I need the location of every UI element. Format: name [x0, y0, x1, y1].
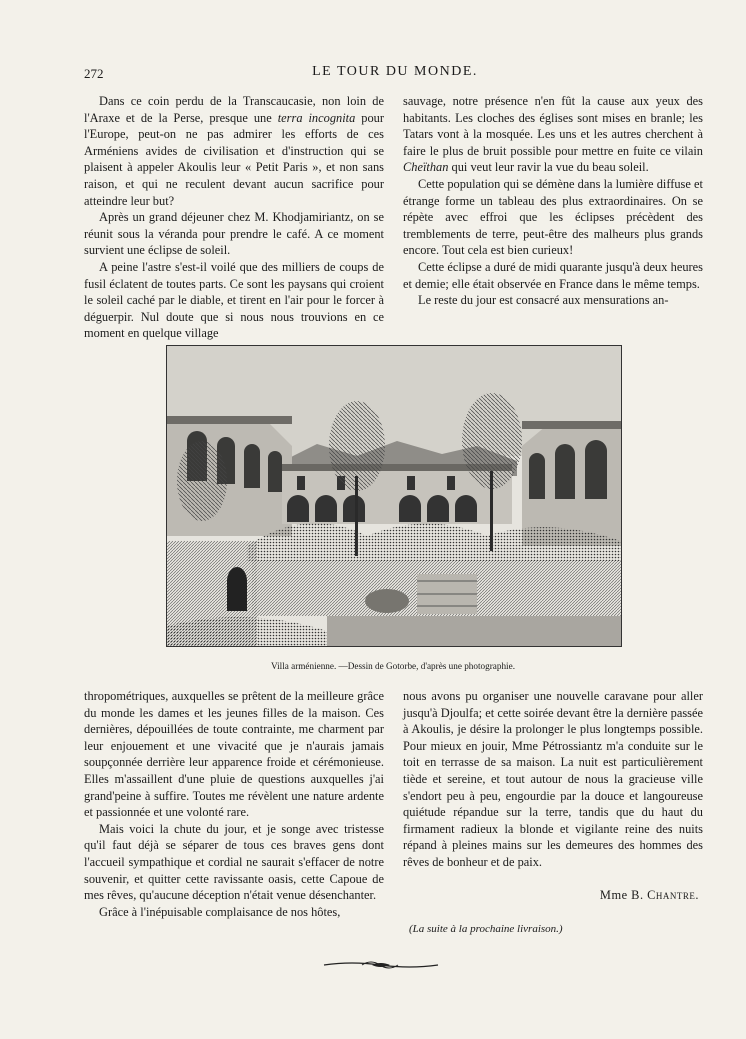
column-bottom-right — [403, 688, 703, 938]
paragraph: Cette population qui se démène dans la lumière diffuse et étrange forme un tableau des plus extraordinaires. On se répète avec effroi que les éclipses précèdent des tremblements de terre, peut-être des malheurs plus grands encore. Tout cela est bien curieux! — [403, 176, 703, 258]
figure-caption: Villa arménienne. —Dessin de Gotorbe, d'après une photographie. — [271, 661, 515, 671]
end-ornament-icon — [322, 959, 440, 971]
paragraph: Dans ce coin perdu de la Transcaucasie, non loin de l'Araxe et de la Perse, presque une terra incognita pour l'Europe, peut-on ne pas admirer les efforts de ces Arméniens avides de civilisation et d'instruction qui se plaisent à appeler Akoulis leur « Petit Paris », et non sans raison, et qui ne reculent devant aucun sacrifice pour atteindre leur but? — [84, 94, 385, 208]
paragraph: Après un grand déjeuner chez M. Khodjamiriantz, on se réunit sous la véranda pour prendre le café. A ce moment survient une éclipse de soleil. — [84, 210, 384, 258]
emphasis: Cheïthan — [403, 160, 449, 175]
page-number: 272 — [84, 66, 104, 81]
paragraph: nous avons pu organiser une nouvelle caravane pour aller jusqu'à Djoulfa; et cette soirée devant être la dernière passée à Akoulis, je désire la prolonger le plus longtemps possible. Pour mieux en jouir, Mme Pétrossiantz m'a conduite sur le toit en terrasse de sa maison. La nuit est particulièrement tiède et sereine, et tout autour de nous la gracieuse ville s'endort peu à peu, engourdie par la douce et langoureuse quiétude répandue sur la terre, tandis que du haut du firmament radieux la blonde et vigilante reine des nuits répand à pleines mains sur les demeures des hommes des rêves de bonheur et de paix. — [403, 689, 703, 869]
paragraph: sauvage, notre présence n'en fût la cause aux yeux des habitants. Les cloches des églises sont mises en branle; les Tatars vont à la mosquée. Les uns et les autres cherchent à faire le plus de bruit possible pour mettre en fuite ce vilain Cheïthan qui veut leur ravir la vue du beau soleil. — [403, 94, 703, 175]
paragraph: thropométriques, auxquelles se prêtent de la meilleure grâce du monde les dames et les jeunes filles de la maison. Ces dernières, dépouillées de toute contrainte, me charment par leur enjouement et une vivacité que je n'aurais jamais soupçonnée derrière leur apparence froide et cérémonieuse. Elles m'assaillent d'une pluie de questions auxquelles j'ai grand'peine à suffire. Toutes me révèlent une nature ardente et passionnée et une volonté rare. — [84, 689, 384, 820]
author-signature: Mme B. Chantre. — [599, 887, 699, 902]
column-top-left — [84, 93, 384, 342]
emphasis: terra incognita — [277, 110, 356, 125]
column-top-right — [403, 93, 703, 309]
paragraph: Mais voici la chute du jour, et je songe avec tristesse qu'il faut déjà se séparer de tous ces braves gens dont l'accueil sympathique et cordial ne saurait s'effacer de notre souvenir, et quitter cette ravissante oasis, cette Capoue de mes rêves, qu'aucune déception n'était venue désenchanter. — [84, 821, 384, 903]
paragraph: A peine l'astre s'est-il voilé que des milliers de coups de fusil éclatent de toutes parts. Ce sont les paysans qui croient le soleil caché par le diable, et tirent en l'air pour le forcer à déguerpir. Nul doute que si nous nous trouvions en ce moment en quelque village — [84, 259, 384, 341]
engraving-illustration — [166, 345, 622, 647]
paragraph: Cette éclipse a duré de midi quarante jusqu'à deux heures et demie; elle était observée en France dans le même temps. — [403, 259, 703, 291]
paragraph: Grâce à l'inépuisable complaisance de nos hôtes, — [99, 904, 341, 919]
continued-note: (La suite à la prochaine livraison.) — [409, 923, 563, 936]
running-title: LE TOUR DU MONDE. — [312, 64, 478, 79]
page-header — [84, 64, 706, 84]
paragraph: Le reste du jour est consacré aux mensurations an- — [418, 293, 669, 308]
column-bottom-left — [84, 688, 384, 920]
